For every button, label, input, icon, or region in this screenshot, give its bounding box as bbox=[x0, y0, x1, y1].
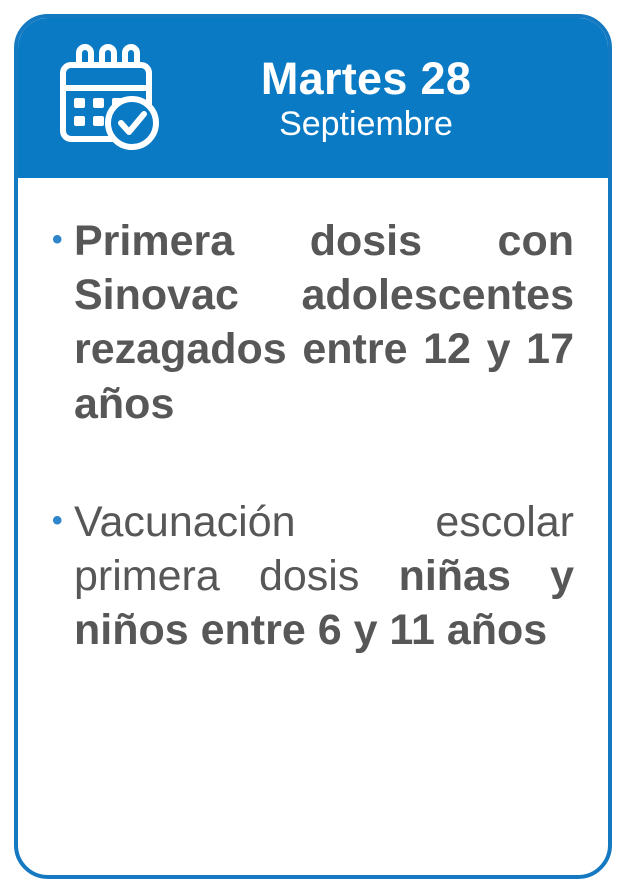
list-item bbox=[52, 495, 574, 658]
calendar-check-icon bbox=[54, 43, 166, 153]
card-body bbox=[18, 178, 608, 875]
header-month: Septiembre bbox=[279, 104, 453, 143]
list-item bbox=[52, 214, 574, 431]
list-item-text: Primera dosis con Sinovac adolescentes rezagados entre 12 y 17 años bbox=[74, 217, 574, 428]
header-date bbox=[166, 52, 582, 143]
bullet-icon: • bbox=[52, 503, 63, 537]
list-item-text bbox=[74, 495, 574, 658]
header-day: Martes 28 bbox=[260, 52, 472, 104]
bullet-icon: • bbox=[52, 223, 63, 256]
schedule-card bbox=[14, 14, 612, 879]
list-item-text-normal: Vacunación escolar primera dosis bbox=[74, 497, 574, 600]
card-header bbox=[18, 18, 608, 178]
list-item-text-bold: niñas y niños entre 6 y 11 años bbox=[74, 551, 574, 655]
